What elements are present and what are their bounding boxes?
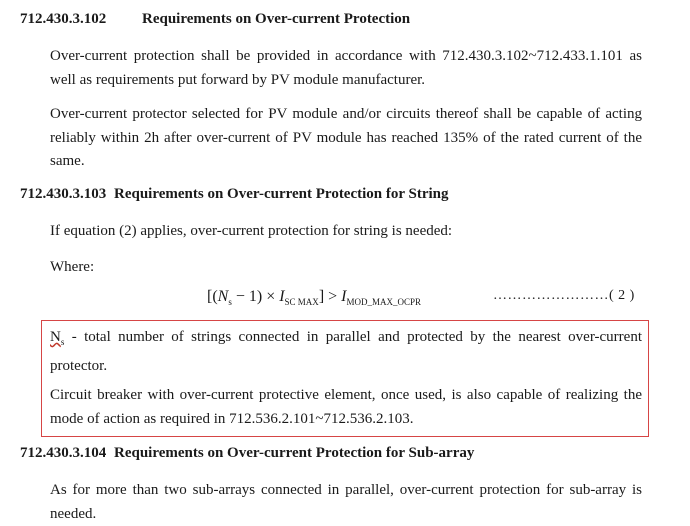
equation-number: ……………………( 2 ) xyxy=(493,288,635,303)
paragraph: If equation (2) applies, over-current protection for string is needed: xyxy=(50,223,453,239)
section-heading-102 xyxy=(20,11,410,28)
section-title: Requirements on Over-current Protection xyxy=(142,11,411,27)
section-title: Requirements on Over-current Protection for Sub-array xyxy=(114,445,475,461)
ns-symbol: $N_s$ xyxy=(50,329,65,347)
variable-definition: $N_s$ - total number of strings connected in parallel and protected by the nearest over-current protector. xyxy=(50,329,642,374)
section-heading-104 xyxy=(20,445,474,462)
paragraph: Circuit breaker with over-current protective element, once used, is also capable of realizing the mode of action as required in 712.536.2.101~712.536.2.103. xyxy=(50,387,642,427)
section-number: 712.430.3.103 xyxy=(20,186,107,202)
equation-2 xyxy=(207,288,637,312)
section-heading-103 xyxy=(20,186,449,203)
paragraph: Over-current protection shall be provided in accordance with 712.430.3.102~712.433.1.101 as well as requirements put forward by PV module manufacturer. xyxy=(50,48,642,88)
paragraph: Where: xyxy=(50,259,95,275)
section-number: 712.430.3.102 xyxy=(20,11,107,27)
paragraph: As for more than two sub-arrays connected in parallel, over-current protection for sub-array is needed. xyxy=(50,482,642,522)
paragraph: Over-current protector selected for PV module and/or circuits thereof shall be capable of acting reliably within 2h after over-current of PV module has reached 135% of the rated current of the same. xyxy=(50,106,642,169)
formula-expression: $[(N_s - 1) \times I_{SC MAX}] > I_{MOD\_MAX\_OCPR}$ xyxy=(207,288,422,308)
section-title: Requirements on Over-current Protection for String xyxy=(114,186,449,202)
section-number: 712.430.3.104 xyxy=(20,445,107,461)
